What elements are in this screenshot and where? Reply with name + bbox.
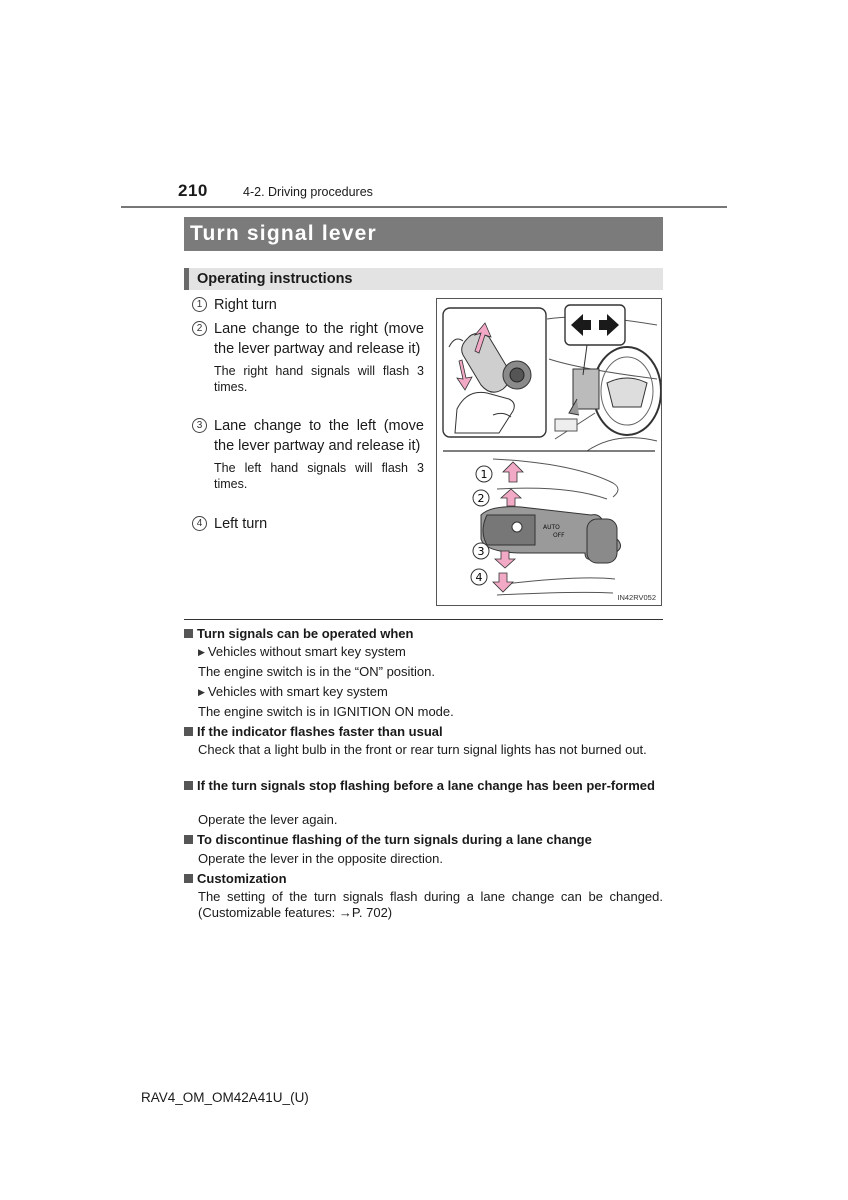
hand-lever-inset [443, 308, 546, 437]
svg-text:3: 3 [477, 545, 485, 558]
note-text: Operate the lever again. [198, 812, 338, 827]
list-item-2 [192, 320, 424, 395]
callout-3 [473, 543, 489, 559]
notes-divider [184, 619, 663, 620]
subheading: Operating instructions [197, 271, 353, 287]
note-heading: Turn signals can be operated when [184, 626, 663, 642]
note-text: Check that a light bulb in the front or rear turn signal lights has not burned out. [198, 742, 647, 757]
arrow-up-icon [503, 462, 523, 482]
svg-text:4: 4 [475, 571, 483, 584]
bullet-square-icon [184, 781, 193, 790]
item-text: Lane change to the left (move the lever partway and release it) [214, 418, 424, 454]
callout-1 [476, 466, 492, 482]
page-number: 210 [178, 181, 208, 200]
note-subheading: ▶ Vehicles with smart key system [198, 684, 388, 699]
lever-detail [471, 459, 621, 595]
note-heading: If the turn signals stop flashing before a lane change has been per-formed [184, 778, 663, 794]
bullet-square-icon [184, 629, 193, 638]
section-label: 4-2. Driving procedures [243, 185, 373, 199]
arrow-up-icon [501, 489, 521, 506]
bullet-square-icon [184, 727, 193, 736]
item-number-icon: 1 [192, 297, 207, 312]
note-text: The engine switch is in IGNITION ON mode. [198, 704, 454, 719]
note-text: Operate the lever in the opposite direction. [198, 851, 443, 866]
item-text: Left turn [214, 516, 268, 532]
illustration-drawing [437, 299, 661, 605]
item-number-icon: 3 [192, 418, 207, 433]
list-item-1 [192, 296, 424, 316]
note-heading: If the indicator flashes faster than usual [184, 724, 663, 740]
svg-text:2: 2 [477, 492, 485, 505]
item-note: The left hand signals will flash 3 times. [214, 461, 424, 491]
dashboard-view [547, 305, 661, 451]
turn-signal-illustration [436, 298, 662, 606]
list-item-4 [192, 515, 424, 535]
item-number-icon: 2 [192, 321, 207, 336]
triangle-right-icon: ▶ [198, 687, 205, 697]
list-item-3 [192, 417, 424, 492]
note-heading: Customization [184, 871, 663, 887]
arrow-down-icon [493, 573, 513, 592]
callout-2 [473, 490, 489, 506]
svg-text:1: 1 [480, 468, 488, 481]
item-text: Lane change to the right (move the lever partway and release it) [214, 321, 424, 357]
document-code: RAV4_OM_OM42A41U_(U) [141, 1090, 309, 1105]
lever-label-auto: AUTO [543, 524, 560, 531]
item-number-icon: 4 [192, 516, 207, 531]
bullet-square-icon [184, 874, 193, 883]
page-title: Turn signal lever [190, 222, 377, 245]
item-text: Right turn [214, 297, 277, 313]
subheading-marker [184, 268, 189, 290]
bullet-square-icon [184, 835, 193, 844]
header-rule [121, 206, 727, 208]
triangle-right-icon: ▶ [198, 647, 205, 657]
note-subheading: ▶ Vehicles without smart key system [198, 644, 406, 659]
arrow-down-icon [495, 551, 515, 568]
note-heading: To discontinue flashing of the turn signals during a lane change [184, 832, 663, 848]
figure-code: IN42RV052 [617, 593, 656, 602]
item-note: The right hand signals will flash 3 times. [214, 364, 424, 394]
callout-4 [471, 569, 487, 585]
subheading-bar [184, 268, 663, 290]
lever-label-off: OFF [553, 532, 565, 539]
title-bar [184, 217, 663, 251]
note-text: The engine switch is in the “ON” position. [198, 664, 435, 679]
note-text: The setting of the turn signals flash during a lane change can be changed. (Customizable features: →P. 702) [198, 889, 663, 920]
